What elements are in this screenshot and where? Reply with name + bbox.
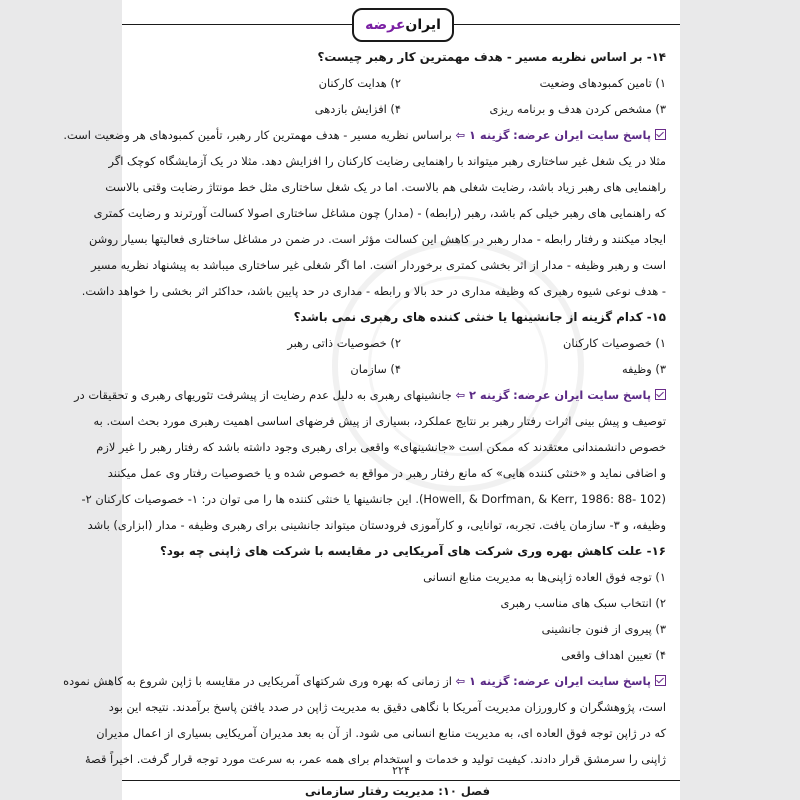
- answer-14-first-line: [63, 122, 666, 148]
- answer-text: براساس نظریه مسیر - هدف مهمترین کار رهبر، تأمین کمبودهای هر وضعیت است.: [63, 128, 452, 142]
- answer-line: مثلا در یک شغل غیر ساختاری رهبر میتواند با راهنمایی رضایت کارکنان را افزایش دهد. مثلا در یک آزمایشگاه کوچک اگر: [108, 154, 666, 168]
- option-1: ۱) تامین کمبودهای وضعیت: [539, 76, 666, 90]
- option-4: ۴) تعیین اهداف واقعی: [561, 648, 666, 662]
- answer-line: راهنمایی های رهبر زیاد باشد، رضایت شغلی هم بالاست. اما در یک شغل ساختاری مثل خط مونتاژ رضایت وقتی بالاست: [105, 180, 666, 194]
- options-row: [136, 356, 666, 382]
- answer-line: است و رهبر وظیفه - مدار از اثر بخشی کمتری برخوردار است. اما اگر شغلی غیر ساختاری میباشد به پیشنهاد نظریه مسیر: [91, 258, 666, 272]
- answer-line: ژاپنی را سرمشق قرار دادند. کیفیت تولید و خدمات و استخدام برای همه عمر، به سرعت مورد توجه قرار گرفت. اخیراً قصهٔ: [84, 752, 666, 766]
- option-3: ۳) مشخص کردن هدف و برنامه ریزی: [489, 102, 666, 116]
- answer-line: وظیفه، و ۳- سازمان یافت. تجربه، توانایی، و کارآموزی فرودستان میتواند جانشینی برای رهبری وظیفه - مدار (ابزاری) باشد: [87, 518, 666, 532]
- answer-text: جانشینهای رهبری به دلیل عدم رضایت از پیشرفت تئوریهای رهبری و تحقیقات در: [74, 388, 452, 402]
- answer-choice: گزینه ۱ ⇦: [455, 674, 510, 688]
- answer-label: پاسخ سایت ایران عرضه:: [513, 674, 651, 688]
- option-2: ۲) انتخاب سبک های مناسب رهبری: [500, 596, 666, 610]
- page-content: [63, 44, 666, 772]
- answer-line: - هدف نوعی شیوه رهبری که وظیفه مداری در حد بالا و رابطه - مداری در حد پایین باشد، حداکثر اثر بخشی را خواهد داشت.: [81, 284, 666, 298]
- answer-choice: گزینه ۲ ⇦: [455, 388, 510, 402]
- options-row: [136, 330, 666, 356]
- answer-line: و اضافی نماید و «خنثی کننده هایی» که مانع رفتار رهبر در مواقع به خصوص شده و یا خصوصیات رفتار وی عمل میکنند: [107, 466, 666, 480]
- answer-text: از زمانی که بهره وری شرکتهای آمریکایی در مقایسه با ژاپن شروع به کاهش نموده: [63, 674, 452, 688]
- option-3: ۳) وظیفه: [621, 362, 666, 376]
- answer-line: خصوص دانشمندانی معتقدند که ممکن است «جانشینهای» واقعی برای رهبری وجود داشته باشد که رفتار رهبر را غیر لازم: [96, 440, 666, 454]
- options-row: [136, 96, 666, 122]
- options-row: [136, 70, 666, 96]
- answer-16-first-line: [63, 668, 666, 694]
- option-4: ۴) سازمان: [350, 362, 401, 376]
- question-14: ۱۴- بر اساس نظریه مسیر - هدف مهمترین کار رهبر چیست؟: [317, 50, 666, 64]
- answer-choice: گزینه ۱ ⇦: [455, 128, 510, 142]
- option-2: ۲) خصوصیات ذاتی رهبر: [287, 336, 401, 350]
- page-number: ۲۲۴: [392, 764, 410, 777]
- page-header: [122, 0, 680, 48]
- option-1: ۱) توجه فوق العاده ژاپنی‌ها به مدیریت منابع انسانی: [423, 570, 666, 584]
- option-3: ۳) پیروی از فنون جانشینی: [541, 622, 666, 636]
- answer-line: که راهنمایی های رهبر خیلی کم باشد، رهبر (رابطه) - (مدار) چون مشاغل ساختاری اصولا کسالت آورترند و رضایت کمتری: [93, 206, 666, 220]
- option-4: ۴) افزایش بازدهی: [314, 102, 401, 116]
- checkbox-icon: [655, 129, 666, 140]
- answer-line: توصیف و پیش بینی اثرات رفتار رهبر بر نتایج عملکرد، بسیاری از پیش فرضهای اساسی اهمیت رهبری مورد بحث است. به: [93, 414, 666, 428]
- answer-line: که در ژاپن توجه فوق العاده ای، به مدیریت منابع انسانی می شود. از آن به بعد مدیران آمریکایی بسیاری از اعمال مدیران: [96, 726, 666, 740]
- page-footer: [122, 760, 680, 800]
- question-16: ۱۶- علت کاهش بهره وری شرکت های آمریکایی در مقایسه با شرکت های ژاپنی چه بود؟: [160, 544, 666, 558]
- document-page: [63, 0, 680, 800]
- option-1: ۱) خصوصیات کارکنان: [562, 336, 666, 350]
- iran-arze-logo: ایران عرضه: [352, 8, 454, 42]
- answer-line: (Howell, & Dorfman, & Kerr, 1986: 88- 102). این جانشینها یا خنثی کننده ها را می توان در: ۱- خصوصیات کارکنان ۲-: [81, 492, 666, 506]
- option-2: ۲) هدایت کارکنان: [318, 76, 401, 90]
- answer-15-first-line: [74, 382, 666, 408]
- footer-rule: [122, 780, 680, 781]
- answer-label: پاسخ سایت ایران عرضه:: [513, 388, 651, 402]
- answer-line: است، پژوهشگران و کارورزان مدیریت آمریکا با نگاهی دقیق به مدیریت ژاپن در صدد یافتن پاسخ برآمدند. نتیجه این بود: [108, 700, 666, 714]
- answer-line: ایجاد میکنند و رفتار رابطه - مدار رهبر در کاهش این کسالت مؤثر است. در ضمن در مشاغل ساختاری فعالیتها بسیار روشن: [88, 232, 666, 246]
- checkbox-icon: [655, 389, 666, 400]
- checkbox-icon: [655, 675, 666, 686]
- chapter-title: فصل ۱۰: مدیریت رفتار سازمانی: [305, 784, 490, 798]
- question-15: ۱۵- کدام گزینه از جانشینها یا خنثی کننده های رهبری نمی باشد؟: [293, 310, 666, 324]
- answer-label: پاسخ سایت ایران عرضه:: [513, 128, 651, 142]
